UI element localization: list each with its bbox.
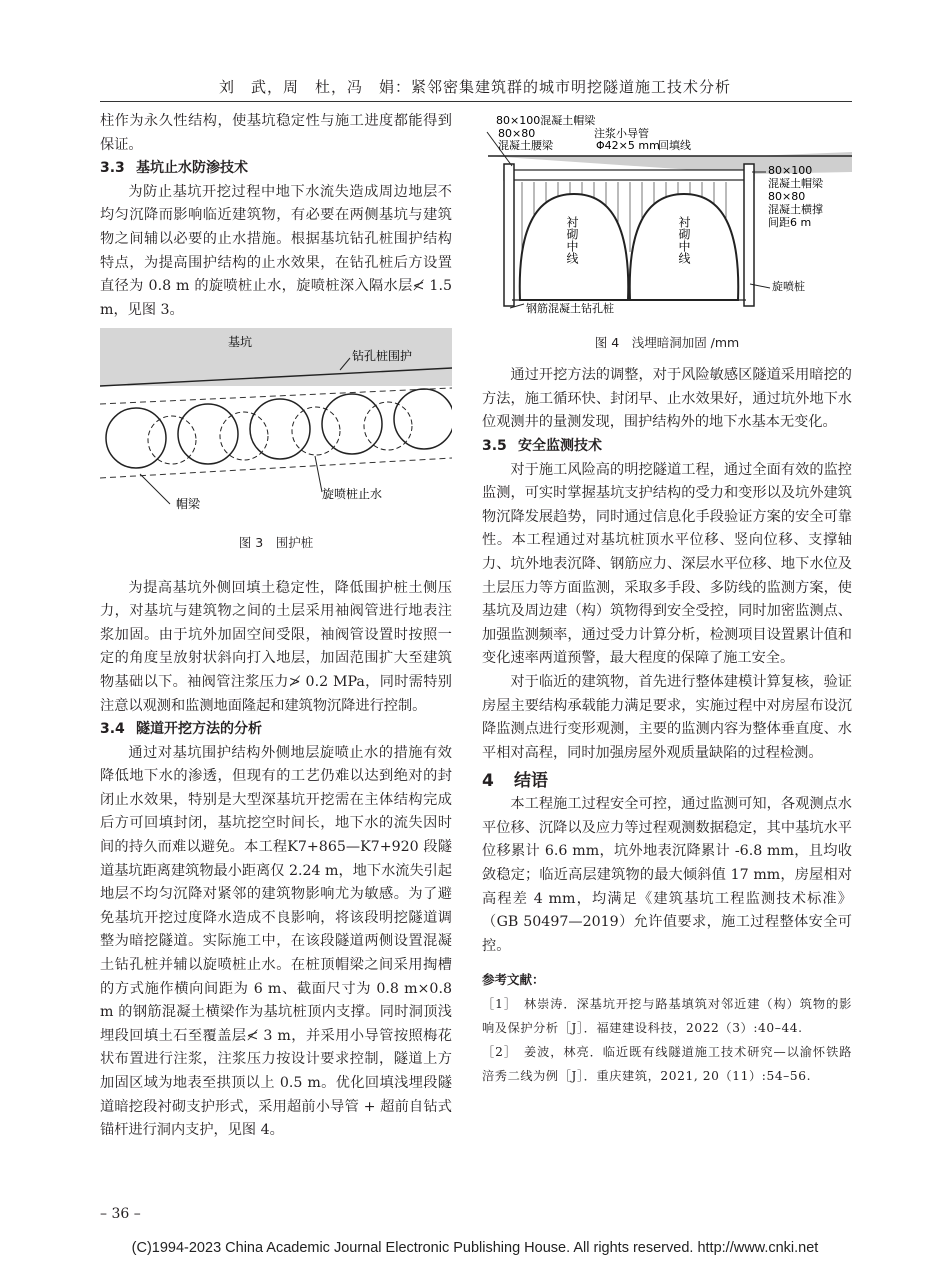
figure-3 (100, 328, 452, 554)
label-jet: 旋喷桩 (772, 280, 805, 293)
paragraph-grouting: 为提高基坑外侧回填土稳定性，降低围护桩土侧压力，对基坑与建筑物之间的土层采用袖阀管进行地表注浆加固。由于坑外加固空间受限，袖阀管设置时按照一定的角度呈放射状斜向打入地层，加固范围扩大至建筑物基础以下。袖阀管注浆压力≯ 0.2 MPa，同时需特别注意以观测和监测地面隆起和建筑物沉降进行控制。 (100, 579, 452, 714)
paragraph-3-4: 通过对基坑围护结构外侧地层旋喷止水的措施有效降低地下水的渗透，但现有的工艺仍难以达到绝对的封闭止水效果，特别是大型深基坑开挖需在主体结构完成后方可回填封闭，基坑挖空时间长，地下水的流失因时间的持久而难以避免。本工程K7+865—K7+920 段隧道基坑距离建筑物最小距离仅 2.24 m，地下水流失引起地层不均匀沉降对紧邻的建筑物影响尤为敏感。为了避免基坑开挖过度降水造成不良影响，将该段明挖隧道调整为暗挖隧道。实际施工中，在该段隧道两侧设置混凝土钻孔桩并辅以旋喷桩止水。在桩顶帽梁之间采用掏槽的方式施作横向间距为 6 m、截面尺寸为 0.8 m×0.8 m 的钢筋混凝土横梁作为基坑桩顶内支撑。同时洞顶浅埋段回填土石至覆盖层≮ 3 m，并采用小导管按照梅花状布置进行注浆，注浆压力按设计要求控制，隧道上方加固区域为地表至拱顶以上 0.5 m。优化回填浅埋段隧道暗挖段衬砌支护形式，采用超前小导管 + 超前自钻式锚杆进行洞内支护，见图 4。 (100, 744, 453, 1139)
paragraph-continuation: 柱作为永久性结构，使基坑稳定性与施工进度都能得到保证。 (100, 113, 452, 153)
jet-pile (364, 402, 412, 450)
section-3-3-heading: 3.3 基坑止水防渗技术 (100, 160, 248, 177)
leader-cap (140, 474, 170, 504)
label-r4: 混凝土横撑 (768, 203, 823, 216)
jet-pile (220, 412, 268, 460)
paragraph-method: 通过开挖方法的调整，对于风险敏感区隧道采用暗挖的方法，施工循环快、封闭早、止水效果好，通过坑外地下水位观测井的量测发现，围护结构外的地下水基本无变化。 (482, 367, 852, 431)
leader-jet (315, 456, 322, 492)
figure-3-caption: 图 3 围护桩 (238, 534, 314, 550)
reference-1: ［1］ 林崇涛．深基坑开挖与路基填筑对邻近建（构）筑物的影响及保护分析［J］．福建建设科技，2022（3）:40–44. (482, 997, 852, 1036)
label-r3: 80×80 (768, 190, 806, 203)
label-pipe: 注浆小导管 (594, 127, 649, 140)
header-rule (100, 101, 852, 102)
paragraph-3-3: 为防止基坑开挖过程中地下水流失造成周边地层不均匀沉降而影响临近建筑物，有必要在两侧基坑与建筑物之间辅以必要的止水措施。根据基坑钻孔桩围护结构特点，为提高围护结构的止水效果，在钻孔桩后方设置直径为 0.8 m 的旋喷桩止水，旋喷桩深入隔水层≮ 1.5 m，见图 3。 (100, 183, 452, 318)
strut-beam (504, 170, 754, 180)
pile (106, 408, 166, 468)
section-3-4-heading: 3.4 隧道开挖方法的分析 (100, 721, 262, 738)
label-jet: 旋喷桩止水 (322, 487, 383, 502)
shallow-tunnel-reinforcement-diagram (482, 112, 852, 320)
page-number: – 36 – (100, 1206, 141, 1222)
label-capbeam: 80×100混凝土帽梁 (496, 114, 596, 127)
label-r5: 间距6 m (768, 216, 812, 229)
right-column (482, 112, 852, 1088)
references-title: 参考文献： (482, 972, 545, 988)
copyright-footer: (C)1994-2023 China Academic Journal Electronic Publishing House. All rights reserved. http://www.cnki.net (131, 1240, 819, 1256)
jet-pile (292, 407, 340, 455)
figure-4-caption: 图 4 浅埋暗洞加固 /mm (594, 334, 740, 350)
twin-tunnels (520, 194, 739, 300)
running-header: 刘 武，周 杜，冯 娟：紧邻密集建筑群的城市明挖隧道施工技术分析 (218, 78, 731, 96)
label-waist2: 混凝土腰梁 (498, 139, 553, 152)
paragraph-4: 本工程施工过程安全可控，通过监测可知，各观测点水平位移、沉降以及应力等过程观测数据稳定，其中基坑水平位移累计 6.6 mm，坑外地表沉降累计 -6.8 mm，且均收敛稳定；临近高层建筑物的最大倾斜值 17 mm，房屋相对高程差 4 mm，均满足《建筑基坑工程监测技术标准》（GB 50497—2019）允许值要求，施工过程整体安全可控。 (482, 796, 852, 954)
reference-2: ［2］ 姜波，林亮．临近既有线隧道施工技术研究—以渝怀铁路涪秀二线为例［J］．重庆建筑，2021, 20（11）:54–56. (482, 1045, 852, 1084)
cap-beam-line-bottom (100, 458, 452, 478)
label-backfill: 回填线 (658, 139, 691, 152)
bored-piles (106, 389, 452, 468)
pile (250, 399, 310, 459)
label-cap: 帽梁 (176, 497, 201, 512)
label-center-right: 衬砌中线 (677, 216, 691, 264)
left-column (100, 110, 452, 1143)
jet-pile (148, 416, 196, 464)
label-pipe-size: Φ42×5 mm (596, 139, 660, 152)
figure-4 (482, 112, 852, 354)
label-pit: 基坑 (228, 335, 253, 350)
paragraph-buildings: 对于临近的建筑物，首先进行整体建模计算复核，验证房屋主要结构承载能力满足要求，实施过程中对房屋布设沉降监测点进行变形观测，主要的监测内容为整体垂直度、水平相对高程，同时加强房屋外观质量缺陷的过程检测。 (482, 673, 852, 761)
section-4-heading: 4 结语 (482, 771, 548, 792)
pile (394, 389, 452, 449)
label-bored: 钢筋混凝土钻孔桩 (526, 302, 614, 315)
left-pile (504, 164, 514, 306)
label-pile: 钻孔桩围护 (352, 349, 413, 364)
label-center-left: 衬砌中线 (565, 216, 579, 264)
pile (178, 404, 238, 464)
section-3-5-heading: 3.5 安全监测技术 (482, 437, 602, 454)
pile (322, 394, 382, 454)
paragraph-3-5: 对于施工风险高的明挖隧道工程，通过全面有效的监控监测，可实时掌握基坑支护结构的受力和变形以及坑外建筑物沉降发展趋势，同时通过信息化手段验证方案的安全可靠性。本工程通过对基坑桩顶水平位移、竖向位移、支撑轴力、坑外地表沉降、钢筋应力、深层水平位移、地下水位及土层压力等方面监测，采取多手段、多防线的监测方案，使基坑及周边建（构）筑物得到安全受控，同时加密监测点、加强监测频率，通过受力计算分析，检测项目设置累计值和变化速率两道预警，最大程度的保障了施工安全。 (482, 461, 852, 667)
retaining-pile-diagram (100, 328, 452, 518)
label-r1: 80×100 (768, 164, 813, 177)
label-waist: 80×80 (498, 127, 536, 140)
label-r2: 混凝土帽梁 (768, 177, 823, 190)
